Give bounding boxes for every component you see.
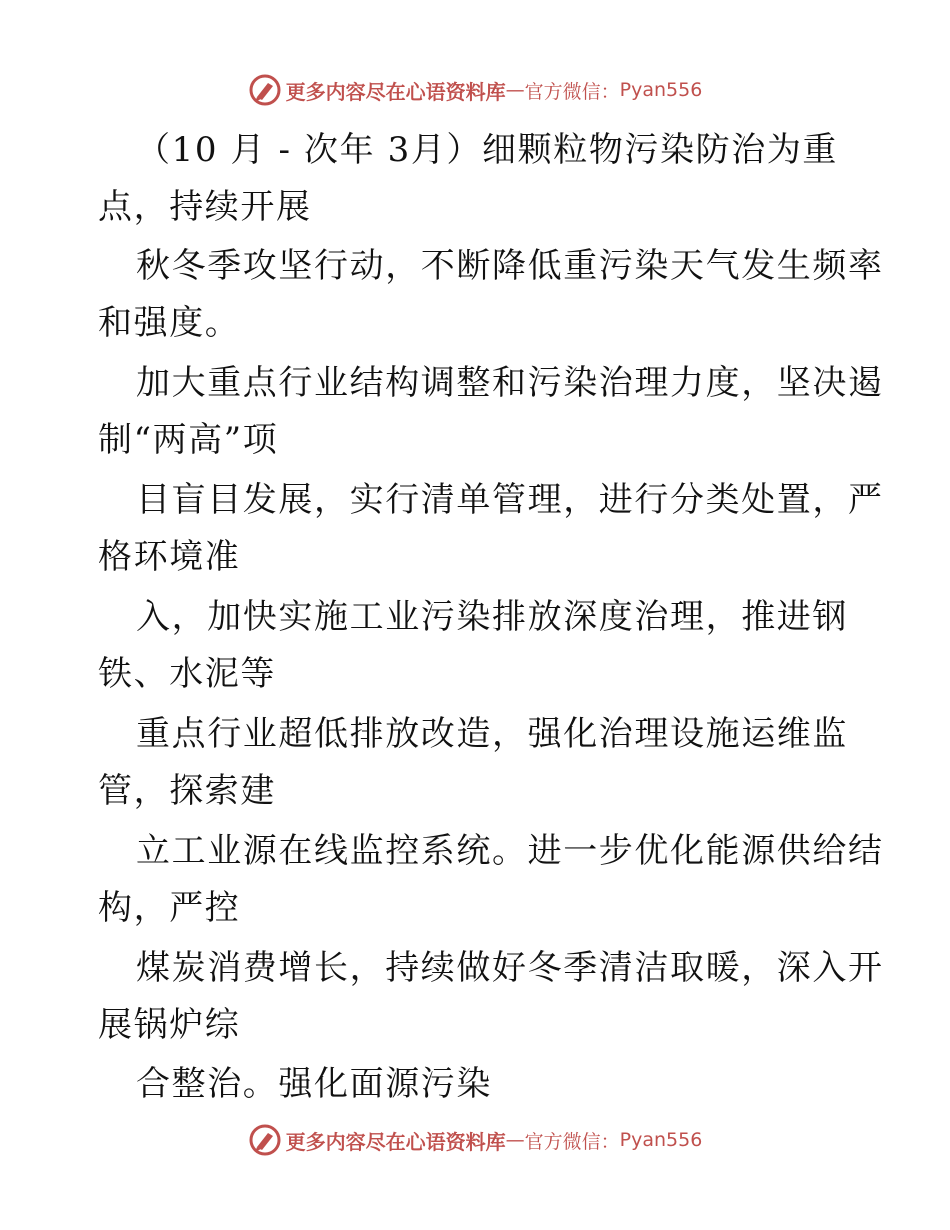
text-line: 入，加快实施工业污染排放深度治理，推进钢	[136, 597, 848, 637]
text-line: 重点行业超低排放改造，强化治理设施运维监	[136, 714, 848, 754]
text-line: 立工业源在线监控系统。进一步优化能源供给结	[136, 831, 884, 871]
text-line: 点，持续开展	[98, 187, 312, 227]
text-line: 合整治。强化面源污染	[136, 1064, 492, 1104]
text-line: （10 月 - 次年 3月）细颗粒物污染防治为重	[136, 130, 839, 170]
banner-main-text: 更多内容尽在心语资料库	[285, 79, 506, 104]
text-line: 管，探索建	[98, 771, 276, 811]
text-line: 加大重点行业结构调整和污染治理力度，坚决遏	[136, 363, 884, 403]
pen-circle-logo-icon	[248, 1123, 282, 1157]
banner-wx-label: 官方微信：	[524, 1130, 620, 1153]
header-banner	[0, 70, 950, 110]
text-line: 构，严控	[98, 888, 241, 928]
text-line: 展锅炉综	[98, 1005, 241, 1045]
text-line: 格环境准	[98, 537, 241, 577]
text-line: 和强度。	[98, 303, 241, 343]
banner-wx-id: Pyan556	[619, 79, 703, 101]
banner-main-text: 更多内容尽在心语资料库	[285, 1129, 506, 1154]
banner-dash: —	[505, 79, 525, 101]
text-line: 煤炭消费增长，持续做好冬季清洁取暖，深入开	[136, 948, 884, 988]
banner-wx-label: 官方微信：	[524, 80, 620, 103]
text-line: 制“两高”项	[98, 420, 279, 460]
banner-wx-id: Pyan556	[619, 1129, 703, 1151]
text-line: 目盲目发展，实行清单管理，进行分类处置，严	[136, 480, 884, 520]
banner-dash: —	[505, 1129, 525, 1151]
text-line: 铁、水泥等	[98, 654, 276, 694]
text-line: 秋冬季攻坚行动，不断降低重污染天气发生频率	[136, 246, 884, 286]
footer-banner	[0, 1120, 950, 1160]
pen-circle-logo-icon	[248, 73, 282, 107]
